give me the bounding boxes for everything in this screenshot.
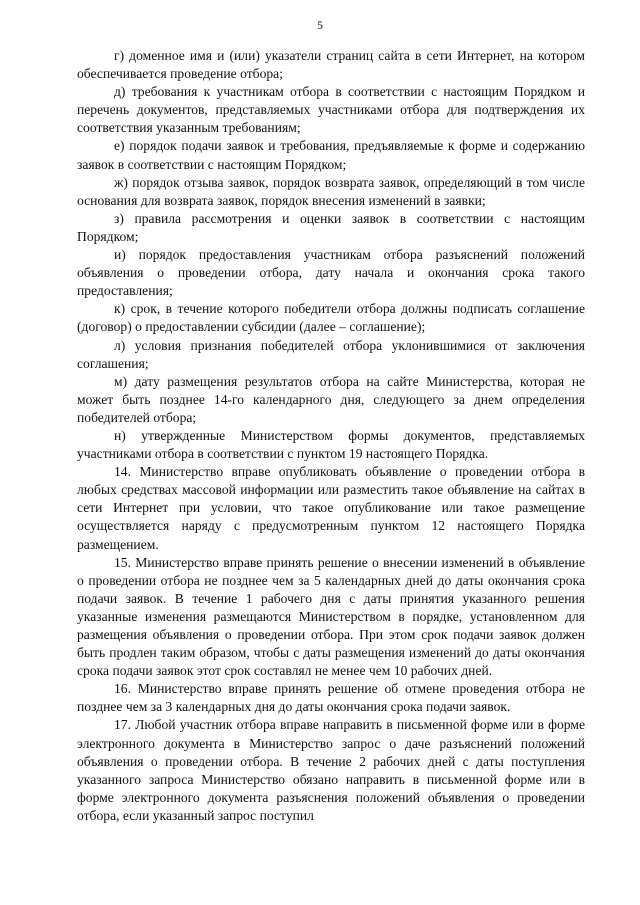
paragraph-clause-15: 15. Министерство вправе принять решение о внесении изменений в объявление о проведении отбора не позднее чем за 5 календарных дней до даты окончания срока подачи заявок. В течение 1 рабочего дня с даты принятия указанного решения указанные изменения размещаются Министерством в порядке, установленном для размещения объявления о проведении отбора. При этом срок подачи заявок должен быть продлен таким образом, чтобы с даты размещения изменений до даты окончания срока подачи заявок этот срок составлял не менее чем 10 рабочих дней. <box>77 554 585 679</box>
page-number: 5 <box>317 18 323 32</box>
paragraph-clause-16: 16. Министерство вправе принять решение об отмене проведения отбора не позднее чем за 3 календарных дня до даты окончания срока подачи заявок. <box>77 681 585 715</box>
paragraph-item-l: л) условия признания победителей отбора уклонившимися от заключения соглашения; <box>77 337 585 371</box>
paragraph-item-zh: ж) порядок отзыва заявок, порядок возврата заявок, определяющий в том числе основания для возврата заявок, порядок внесения изменений в заявки; <box>77 174 585 208</box>
document-body <box>77 47 585 825</box>
paragraph-item-k: к) срок, в течение которого победители отбора должны подписать соглашение (договор) о предоставлении субсидии (далее – соглашение); <box>77 301 585 335</box>
paragraph-item-n: н) утвержденные Министерством формы документов, представляемых участниками отбора в соответствии с пунктом 19 настоящего Порядка. <box>77 427 585 462</box>
paragraph-item-i: и) порядок предоставления участникам отбора разъяснений положений объявления о проведении отбора, дату начала и окончания срока такого предоставления; <box>77 247 585 299</box>
paragraph-item-e: е) порядок подачи заявок и требования, предъявляемые к форме и содержанию заявок в соответствии с настоящим Порядком; <box>77 138 585 172</box>
paragraph-item-z: з) правила рассмотрения и оценки заявок в соответствии с настоящим Порядком; <box>77 210 585 244</box>
paragraph-clause-14: 14. Министерство вправе опубликовать объявление о проведении отбора в любых средствах массовой информации или разместить такое объявление на сайтах в сети Интернет при условии, что такое опубликование или такое размещение осуществляется наряду с предусмотренным пунктом 12 настоящего Порядка размещением. <box>77 464 585 552</box>
paragraph-item-g: г) доменное имя и (или) указатели страниц сайта в сети Интернет, на котором обеспечивается проведение отбора; <box>77 48 585 82</box>
paragraph-clause-17: 17. Любой участник отбора вправе направить в письменной форме или в форме электронного документа в Министерство запрос о даче разъяснений положений объявления о проведении отбора. В течение 2 рабочих дней с даты поступления указанного запроса Министерство обязано направить в письменной форме или в форме электронного документа разъяснения положений объявления о проведении отбора, если указанный запрос поступил <box>77 717 585 823</box>
paragraph-item-d: д) требования к участникам отбора в соответствии с настоящим Порядком и перечень документов, представляемых участниками отбора для подтверждения их соответствия указанным требованиям; <box>77 84 585 136</box>
paragraph-item-m: м) дату размещения результатов отбора на сайте Министерства, которая не может быть позднее 14-го календарного дня, следующего за днем определения победителей отбора; <box>77 373 585 425</box>
